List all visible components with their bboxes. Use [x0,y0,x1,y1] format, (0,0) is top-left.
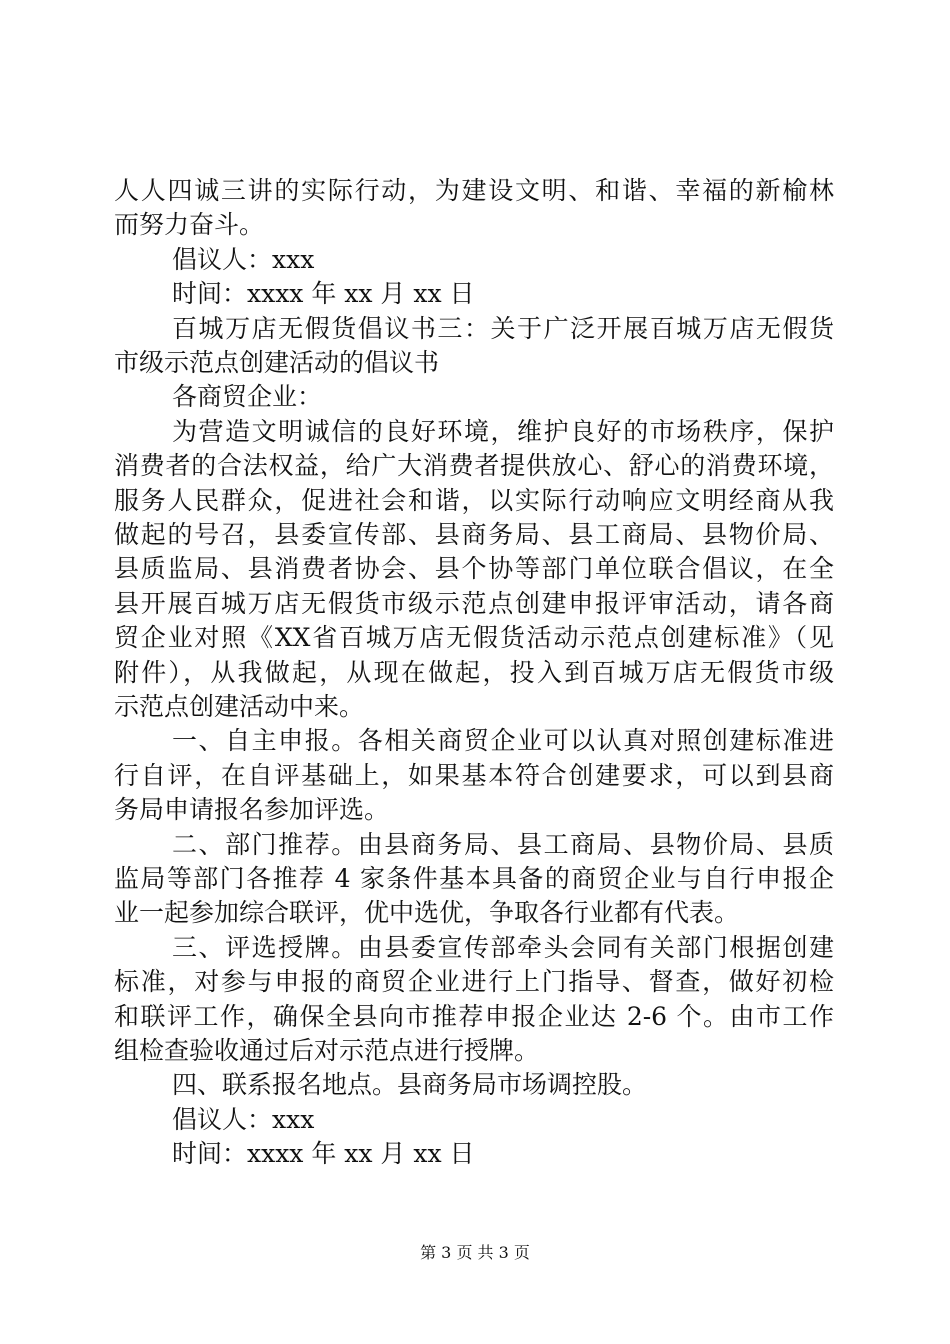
text-line: 市级示范点创建活动的倡议书 [114,348,440,377]
text-line: 四、联系报名地点。县商务局市场调控股。 [172,1070,648,1100]
text-line: 标准，对参与申报的商贸企业进行上门指导、督查，做好初检 [114,967,834,997]
text-line: 业一起参加综合联评，优中选优，争取各行业都有代表。 [114,898,740,928]
text-line: 服务人民群众，促进社会和谐，以实际行动响应文明经商从我 [114,485,834,515]
text-line: 附件），从我做起，从现在做起，投入到百城万店无假货市级 [114,657,834,687]
text-line: 倡议人：xxx [172,244,315,274]
text-line: 倡议人：xxx [172,1104,315,1134]
text-line: 消费者的合法权益，给广大消费者提供放心、舒心的消费环境， [114,451,834,481]
text-line: 一、自主申报。各相关商贸企业可以认真对照创建标准进 [172,726,834,756]
text-line: 百城万店无假货倡议书三：关于广泛开展百城万店无假货 [172,313,834,343]
text-line: 为营造文明诚信的良好环境，维护良好的市场秩序，保护 [172,416,834,446]
text-line: 做起的号召，县委宣传部、县商务局、县工商局、县物价局、 [114,520,834,549]
text-line: 县开展百城万店无假货市级示范点创建申报评审活动，请各商 [114,588,834,618]
text-line: 各商贸企业： [172,382,323,412]
text-line: 示范点创建活动中来。 [114,692,365,721]
text-line: 人人四诚三讲的实际行动，为建设文明、和谐、幸福的新榆林 [114,176,834,205]
text-line: 务局申请报名参加评选。 [114,795,390,825]
text-line: 监局等部门各推荐 4 家条件基本具备的商贸企业与自行申报企 [114,864,834,893]
text-line: 贸企业对照《XX省百城万店无假货活动示范点创建标准》（见 [114,623,834,653]
text-line: 县质监局、县消费者协会、县个协等部门单位联合倡议，在全 [114,554,834,584]
text-line: 时间：xxxx 年 xx 月 xx 日 [172,1139,475,1169]
text-line: 和联评工作，确保全县向市推荐申报企业达 2-6 个。由市工作 [114,1001,834,1031]
page-footer: 第 3 页 共 3 页 [420,1243,530,1262]
text-line: 组检查验收通过后对示范点进行授牌。 [114,1036,540,1065]
text-line: 三、评选授牌。由县委宣传部牵头会同有关部门根据创建 [172,932,834,962]
text-line: 时间：xxxx 年 xx 月 xx 日 [172,279,475,309]
text-line: 行自评，在自评基础上，如果基本符合创建要求，可以到县商 [114,760,834,790]
text-line: 二、部门推荐。由县商务局、县工商局、县物价局、县质 [172,829,834,859]
text-line: 而努力奋斗。 [114,210,265,240]
